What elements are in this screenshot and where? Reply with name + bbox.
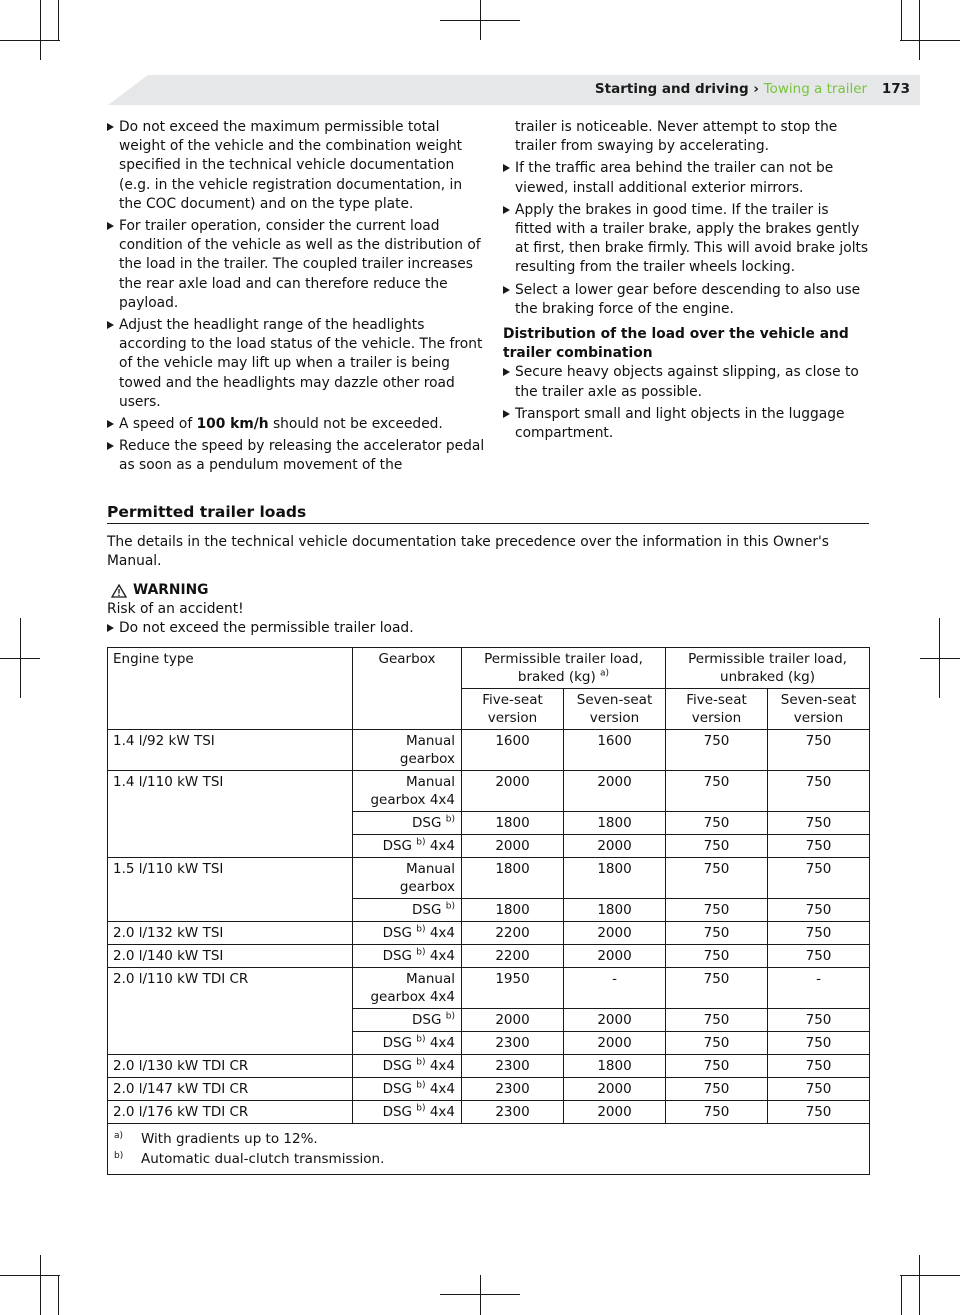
gearbox-cell: DSG $^{b)}$ <box>353 899 462 922</box>
footnote-ref: b) <box>416 837 426 848</box>
gearbox-cell: DSG $^{b)}$ 4x4 <box>353 945 462 968</box>
load-value-cell: 2300 <box>462 1055 564 1078</box>
load-value-cell: 750 <box>768 1078 870 1101</box>
gearbox-cell: Manual gearbox 4x4 <box>353 968 462 1009</box>
header-separator: › <box>753 81 759 97</box>
load-value-cell: 750 <box>768 730 870 771</box>
warning-text: Risk of an accident! <box>107 601 244 617</box>
table-row <box>108 730 870 771</box>
load-value-cell: 750 <box>666 730 768 771</box>
load-value-cell: 1800 <box>564 1055 666 1078</box>
load-value-cell: 750 <box>666 1055 768 1078</box>
load-value-cell: 2000 <box>564 1009 666 1032</box>
engine-type-cell: 2.0 l/140 kW TSI <box>108 945 353 968</box>
footnote-ref: b) <box>445 814 455 825</box>
load-value-cell: 750 <box>768 812 870 835</box>
load-value-cell: 750 <box>666 922 768 945</box>
load-value-cell: 1950 <box>462 968 564 1009</box>
gearbox-cell: Manual gearbox 4x4 <box>353 771 462 812</box>
load-value-cell: 2200 <box>462 945 564 968</box>
bullet-arrow-icon <box>107 123 114 131</box>
list-item: Do not exceed the maximum permissible total weight of the vehicle and the combination weight specified in the technical vehicle documentation (e.g. in the vehicle registration documentation, in the COC document) and on the type plate. <box>107 118 487 214</box>
load-value-cell: 750 <box>768 1101 870 1124</box>
gearbox-cell: DSG $^{b)}$ 4x4 <box>353 1055 462 1078</box>
footnote-ref: b) <box>445 901 455 912</box>
load-value-cell: 2000 <box>564 945 666 968</box>
load-value-cell: 1800 <box>564 899 666 922</box>
load-value-cell: 750 <box>666 899 768 922</box>
warning-triangle-icon <box>111 584 127 598</box>
gearbox-cell: DSG $^{b)}$ <box>353 812 462 835</box>
footnote-ref: b) <box>416 1080 426 1091</box>
load-value-cell: 2000 <box>462 771 564 812</box>
table-header-seven-seat: Seven-seat version <box>564 689 666 730</box>
load-value-cell: 750 <box>666 858 768 899</box>
list-item: If the traffic area behind the trailer can not be viewed, install additional exterior mirrors. <box>503 159 869 197</box>
load-value-cell: - <box>564 968 666 1009</box>
table-row <box>108 1078 870 1101</box>
table-footnotes <box>108 1124 870 1175</box>
list-item: Secure heavy objects against slipping, as close to the trailer axle as possible. <box>503 363 869 401</box>
header-subsection-link[interactable]: Towing a trailer <box>763 81 868 97</box>
footnote: a) With gradients up to 12%. <box>114 1131 318 1147</box>
load-value-cell: 2000 <box>564 1101 666 1124</box>
load-value-cell: 2000 <box>462 835 564 858</box>
footnote-ref: b) <box>416 924 426 935</box>
subheading: Distribution of the load over the vehicle and trailer combination <box>503 326 849 362</box>
table-row <box>108 922 870 945</box>
bullet-arrow-icon <box>503 410 510 418</box>
table-header-seven-seat: Seven-seat version <box>768 689 870 730</box>
table-header-braked: Permissible trailer load, braked (kg) $^{a)}$ <box>462 648 666 689</box>
load-value-cell: 750 <box>666 1009 768 1032</box>
list-item-speed: A speed of 100 km/h should not be exceeded. <box>107 415 487 434</box>
engine-type-cell: 2.0 l/176 kW TDI CR <box>108 1101 353 1124</box>
load-value-cell: 1800 <box>462 812 564 835</box>
load-value-cell: 750 <box>666 945 768 968</box>
load-value-cell: 2300 <box>462 1078 564 1101</box>
gearbox-cell: DSG $^{b)}$ 4x4 <box>353 922 462 945</box>
gearbox-cell: Manual gearbox <box>353 858 462 899</box>
load-value-cell: 2000 <box>564 1032 666 1055</box>
table-body <box>108 730 870 1124</box>
gearbox-cell: Manual gearbox <box>353 730 462 771</box>
load-value-cell: 750 <box>768 771 870 812</box>
bullet-arrow-icon <box>503 368 510 376</box>
list-item: Reduce the speed by releasing the accelerator pedal as soon as a pendulum movement of the <box>107 437 487 475</box>
load-value-cell: 2000 <box>564 771 666 812</box>
list-item-continuation: trailer is noticeable. Never attempt to stop the trailer from swaying by accelerating. <box>515 119 838 155</box>
bullet-arrow-icon <box>503 206 510 214</box>
list-item: Transport small and light objects in the luggage compartment. <box>503 405 869 443</box>
table-row <box>108 771 870 812</box>
load-value-cell: 1600 <box>564 730 666 771</box>
speed-limit-value: 100 km/h <box>196 416 269 433</box>
header-section: Starting and driving <box>594 81 749 97</box>
load-value-cell: 2000 <box>564 1078 666 1101</box>
footnote-ref: b) <box>416 1057 426 1068</box>
load-value-cell: 1800 <box>462 899 564 922</box>
table-header-five-seat: Five-seat version <box>462 689 564 730</box>
load-value-cell: 1800 <box>462 858 564 899</box>
load-value-cell: 750 <box>768 1009 870 1032</box>
right-column <box>503 118 869 446</box>
table-header-gearbox: Gearbox <box>353 648 462 730</box>
load-value-cell: 2200 <box>462 922 564 945</box>
load-value-cell: 750 <box>666 1101 768 1124</box>
engine-type-cell: 2.0 l/132 kW TSI <box>108 922 353 945</box>
load-value-cell: - <box>768 968 870 1009</box>
warning-box <box>107 581 607 641</box>
load-value-cell: 1800 <box>564 812 666 835</box>
table-header-five-seat: Five-seat version <box>666 689 768 730</box>
load-value-cell: 2000 <box>564 922 666 945</box>
load-value-cell: 750 <box>666 1032 768 1055</box>
load-value-cell: 750 <box>768 835 870 858</box>
table-header-engine: Engine type <box>108 648 353 730</box>
footnote-ref: b) <box>416 1034 426 1045</box>
list-item: Adjust the headlight range of the headlights according to the load status of the vehicle. The front of the vehicle may lift up when a trailer is being towed and the headlights may dazzle other road users. <box>107 316 487 412</box>
load-value-cell: 1800 <box>564 858 666 899</box>
load-value-cell: 750 <box>666 968 768 1009</box>
load-value-cell: 750 <box>666 835 768 858</box>
table-row <box>108 968 870 1009</box>
list-item: Apply the brakes in good time. If the trailer is fitted with a trailer brake, apply the brakes gently at first, then brake firmly. This will avoid brake jolts resulting from the trailer wheels locking. <box>503 201 869 278</box>
engine-type-cell: 1.4 l/92 kW TSI <box>108 730 353 771</box>
load-value-cell: 750 <box>768 922 870 945</box>
engine-type-cell: 2.0 l/110 kW TDI CR <box>108 968 353 1055</box>
bullet-arrow-icon <box>107 321 114 329</box>
bullet-arrow-icon <box>107 624 114 632</box>
gearbox-cell: DSG $^{b)}$ 4x4 <box>353 1101 462 1124</box>
warning-label: WARNING <box>133 582 209 598</box>
load-value-cell: 750 <box>666 812 768 835</box>
trailer-loads-table <box>107 647 870 1175</box>
load-value-cell: 750 <box>768 1032 870 1055</box>
section-divider <box>107 523 869 524</box>
load-value-cell: 750 <box>768 858 870 899</box>
engine-type-cell: 1.4 l/110 kW TSI <box>108 771 353 858</box>
bullet-arrow-icon <box>503 164 510 172</box>
table-row <box>108 1055 870 1078</box>
footnote-ref: b) <box>416 947 426 958</box>
footnote-ref: b) <box>445 1011 455 1022</box>
load-value-cell: 2300 <box>462 1101 564 1124</box>
gearbox-cell: DSG $^{b)}$ 4x4 <box>353 835 462 858</box>
list-item: Select a lower gear before descending to also use the braking force of the engine. <box>503 281 869 319</box>
list-item: For trailer operation, consider the current load condition of the vehicle as well as the distribution of the load in the trailer. The coupled trailer increases the rear axle load and can therefore reduce the payload. <box>107 217 487 313</box>
engine-type-cell: 2.0 l/147 kW TDI CR <box>108 1078 353 1101</box>
page-number: 173 <box>881 81 910 97</box>
load-value-cell: 750 <box>768 1055 870 1078</box>
intro-paragraph: The details in the technical vehicle documentation take precedence over the information in this Owner's Manual. <box>107 534 829 569</box>
section-title: Permitted trailer loads <box>107 503 307 521</box>
page-header <box>595 81 910 97</box>
table-header-unbraked: Permissible trailer load, unbraked (kg) <box>666 648 870 689</box>
load-value-cell: 2000 <box>564 835 666 858</box>
load-value-cell: 2300 <box>462 1032 564 1055</box>
engine-type-cell: 2.0 l/130 kW TDI CR <box>108 1055 353 1078</box>
bullet-arrow-icon <box>107 442 114 450</box>
table-row <box>108 1101 870 1124</box>
load-value-cell: 1600 <box>462 730 564 771</box>
table-row <box>108 858 870 899</box>
gearbox-cell: DSG $^{b)}$ 4x4 <box>353 1032 462 1055</box>
engine-type-cell: 1.5 l/110 kW TSI <box>108 858 353 922</box>
load-value-cell: 750 <box>768 945 870 968</box>
left-column <box>107 118 487 479</box>
load-value-cell: 750 <box>666 771 768 812</box>
footnote: b) Automatic dual-clutch transmission. <box>114 1151 385 1167</box>
gearbox-cell: DSG $^{b)}$ <box>353 1009 462 1032</box>
footnote-ref: a) <box>600 668 610 679</box>
load-value-cell: 2000 <box>462 1009 564 1032</box>
load-value-cell: 750 <box>666 1078 768 1101</box>
bullet-arrow-icon <box>107 222 114 230</box>
table-row <box>108 945 870 968</box>
warning-bullet: Do not exceed the permissible trailer load. <box>107 619 607 638</box>
bullet-arrow-icon <box>107 420 114 428</box>
bullet-arrow-icon <box>503 286 510 294</box>
gearbox-cell: DSG $^{b)}$ 4x4 <box>353 1078 462 1101</box>
load-value-cell: 750 <box>768 899 870 922</box>
footnote-ref: b) <box>416 1103 426 1114</box>
